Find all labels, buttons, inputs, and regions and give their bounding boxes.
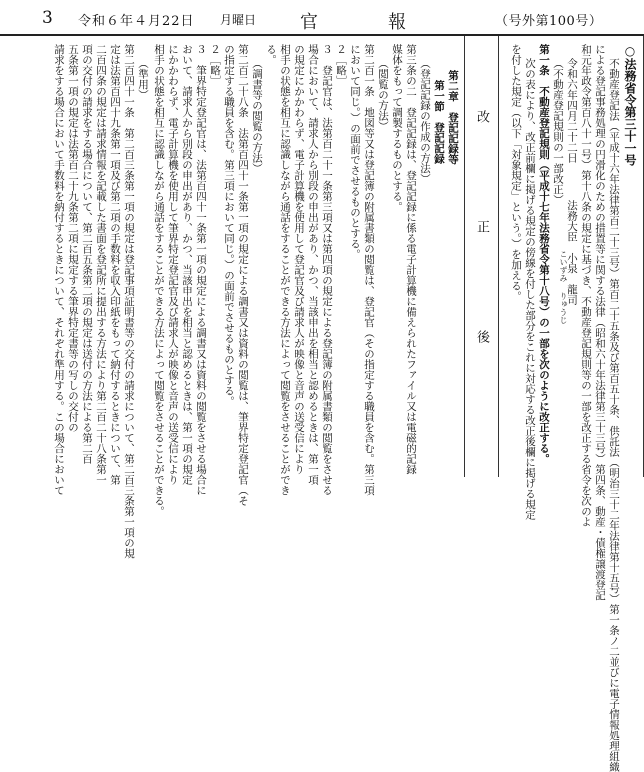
issue-date: 令和６年４月22日 — [78, 14, 195, 29]
article-line-4: 第二百一条 地図等又は登記簿の附属書類の閲覧は、登記官（その指定する職員を含む。第三項 — [363, 44, 375, 496]
article-line-22: 定は法第百四十九条第一項及び第二項の手数料を収入印紙をもって納付するときについて、第 — [109, 44, 121, 485]
page-header — [0, 0, 644, 36]
notice-line-8: を付した規定（以下「対象規定」という。）を加える。 — [510, 44, 522, 302]
article-line-13: 第二百二十八条 法第百四十一条第一項の規定による調書又は資料の閲覧は、筆界特定登記官（そ — [237, 44, 249, 506]
gazette-title: 官 報 — [300, 12, 432, 33]
article-line-11: る。 — [265, 44, 277, 65]
header-rule — [0, 34, 644, 36]
article-line-21: 第二百四十一条 第二百三条第一項の規定は登記事項証明書等の交付の請求について、第二百三条第一項の規 — [123, 44, 135, 559]
minister-signature: 法務大臣 小泉 龍司 — [566, 200, 578, 305]
signature-ruby-2: りゅうじ — [559, 292, 568, 324]
article-line-1: 第三条の二 登記記録は、登記記録に係る電子計算機に備えられたファイル又は電磁的記録 — [405, 44, 417, 475]
section-heading: 第一節 登記記録 — [433, 80, 445, 164]
signature-ruby-1: こいずみ — [559, 250, 568, 282]
ordinance-number: ○法務省令第三十一号 — [623, 44, 637, 166]
kaisei-heading: 改 正 後 — [474, 110, 489, 385]
notice-divider — [498, 36, 499, 477]
article-line-19: 相手の状態を相互に認識しながら通話をすることができる方法によって閲覧をさせることができる。 — [153, 44, 165, 517]
kaisei-heading-divider — [464, 36, 465, 477]
article-one-intro: 第一条 不動産登記規則（平成十七年法務省令第十八号）の一部を次のように改正する。 — [538, 44, 550, 464]
article-line-15: ２［略］ — [209, 44, 221, 86]
article-line-10: 相手の状態を相互に認識しながら通話をすることができる方法によって閲覧をさせることができ — [279, 44, 291, 496]
article-line-16: ３ 筆界特定登記官は、法第百四十一条第一項の規定による調書又は資料の閲覧をさせる場合に — [195, 44, 207, 496]
notice-line-1: 不動産登記法（平成十六年法律第百二十三号）第百二十五条及び第百五十条、供託法（明治三十二年法律第十五号）第一条ノ二並びに電子情報処理組織 — [608, 58, 620, 772]
article-line-23: 二百四条の規定は請求情報を記載した書面を登記所に提出する方法により第二百二十八条第一 — [95, 44, 107, 485]
notice-line-3: 和元年政令第百八十一号）第十八条の規定に基づき、不動産登記規則等の一部を改正する省令を次のよ — [580, 44, 592, 527]
article-line-17: おいて、請求人から別段の申出があり、かつ、当該申出を相当と認めるときは、第一項の規定 — [181, 44, 193, 485]
article-line-18: にかかわらず、電子計算機を使用して筆界特定登記官及び請求人が映像と音声の送受信により — [167, 44, 179, 485]
article-line-25: 五条第一項の規定は法第百二十九条第二項に規定する筆界特定書等の写しの交付の — [67, 44, 79, 433]
article-line-2: 媒体をもって調製するものとする。 — [391, 44, 403, 212]
article-caption-1: （登記記録の作成の方法） — [419, 58, 431, 184]
article-line-8: 場合において、請求人から別段の申出があり、かつ、当該申出を相当と認めるときは、第一項 — [307, 44, 319, 485]
article-line-26: 請求をする場合において手数料を納付するときについて、それぞれ準用する。この場合において — [53, 44, 65, 496]
notice-line-7: 次の表により、改正前欄に掲げる規定の傍線を付した部分をこれに対応する改正後欄に掲げる規定 — [524, 58, 536, 520]
article-line-5: において同じ。）の面前でさせるものとする。 — [349, 44, 361, 260]
article-line-7: ３ 登記官は、法第百二十一条第三項又は第四項の規定による登記簿の附属書類の閲覧をさせる — [321, 44, 333, 496]
page-number: 3 — [42, 8, 53, 28]
article-line-9: の規定にかかわらず、電子計算機を使用して登記官及び請求人が映像と音声の送受信により — [293, 44, 305, 475]
article-line-6: ２［略］ — [335, 44, 347, 86]
notice-subheading: （不動産登記規則の一部改正） — [552, 58, 564, 205]
article-caption-3: （調書等の閲覧の方法） — [251, 58, 263, 174]
chapter-heading: 第二章 登記記録等 — [447, 70, 459, 165]
article-line-24: 項の交付の請求をする場合について、第二百五条第二項の規定は送付の方法による第二百 — [81, 44, 93, 464]
article-line-14: の指定する職員を含む。第三項において同じ。）の面前でさせるものとする。 — [223, 44, 235, 407]
issue-weekday: 月曜日 — [220, 13, 257, 27]
notice-date: 令和六年四月二十二日 — [566, 58, 578, 163]
issue-number: （号外第100号） — [495, 14, 603, 29]
article-caption-4: （準用） — [137, 58, 149, 100]
article-caption-2: （閲覧の方法） — [377, 58, 389, 132]
notice-line-2: による登記事務処理の円滑化のための措置等に関する法律（昭和六十年法律第三十三号）第四条、動産・債権譲渡登記 — [594, 44, 606, 601]
